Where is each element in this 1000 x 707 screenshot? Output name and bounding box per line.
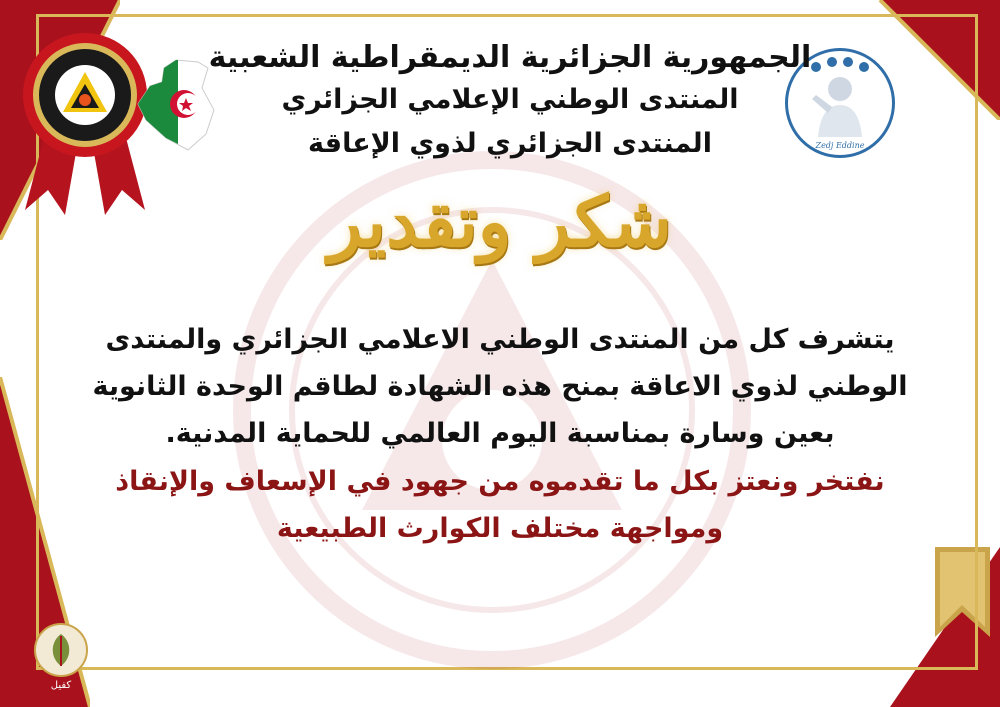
kafil-emblem-icon [30,622,92,692]
body-line: بعين وسارة بمناسبة اليوم العالمي للحماية المدنية. [165,418,835,449]
header-line-media-forum: المنتدى الوطني الإعلامي الجزائري [281,84,739,115]
body-line: الوطني لذوي الاعاقة بمنح هذه الشهادة لطاقم الوحدة الثانوية [92,371,908,402]
emblem-caption: كفيل [50,680,72,691]
header-line-disability-forum: المنتدى الجزائري لذوي الإعاقة [308,128,712,159]
logo-caption: Zedj Eddine [815,141,865,150]
certificate-closing [90,458,910,552]
header-line-republic: الجمهورية الجزائرية الديمقراطية الشعبية [208,40,812,75]
closing-line: ومواجهة مختلف الكوارث الطبيعية [276,513,724,544]
certificate-title: شكر وتقدير [328,180,672,263]
body-line: يتشرف كل من المنتدى الوطني الاعلامي الجزائري والمنتدى [105,324,895,355]
certificate-body [90,316,910,457]
closing-line: نفتخر ونعتز بكل ما تقدموه من جهود في الإسعاف والإنقاذ [115,466,885,497]
